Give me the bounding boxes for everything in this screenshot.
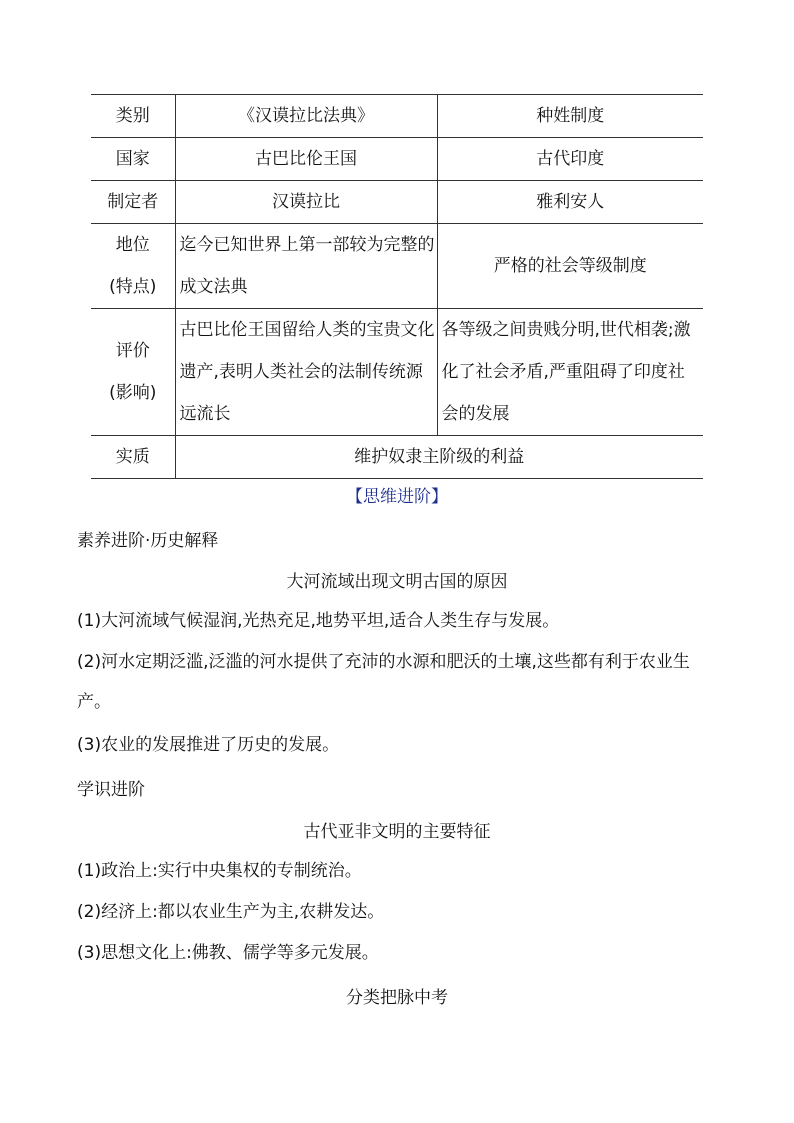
row-label	[91, 224, 175, 309]
cell-merged: 维护奴隶主阶级的利益	[175, 436, 703, 479]
cell-code: 汉谟拉比	[175, 181, 437, 224]
topic-title: 分类把脉中考	[346, 988, 448, 1008]
row-label-line2: (特点)	[109, 277, 157, 297]
list-item: (1)大河流域气候湿润,光热充足,地势平坦,适合人类生存与发展。	[77, 611, 560, 631]
cell-code: 《汉谟拉比法典》	[175, 95, 437, 138]
list-item: (3)思想文化上:佛教、儒学等多元发展。	[77, 943, 379, 963]
row-label-line1: 地位	[115, 235, 150, 255]
row-label: 制定者	[91, 181, 175, 224]
cell-caste: 古代印度	[437, 138, 703, 181]
subsection-title: 学识进阶	[77, 780, 145, 800]
list-item: (2)经济上:都以农业生产为主,农耕发达。	[77, 902, 385, 922]
comparison-table	[91, 94, 703, 479]
table-row	[91, 138, 703, 181]
row-label: 类别	[91, 95, 175, 138]
table-row	[91, 95, 703, 138]
row-label-line1: 评价	[115, 341, 150, 361]
row-label-line2: (影响)	[109, 383, 157, 403]
row-label: 国家	[91, 138, 175, 181]
table-row	[91, 181, 703, 224]
cell-code: 迄今已知世界上第一部较为完整的成文法典	[175, 224, 437, 309]
row-label: 实质	[91, 436, 175, 479]
list-item: (2)河水定期泛滥,泛滥的河水提供了充沛的水源和肥沃的土壤,这些都有利于农业生产。	[77, 652, 690, 712]
table-row	[91, 309, 703, 436]
list-item: (3)农业的发展推进了历史的发展。	[77, 735, 340, 755]
cell-caste: 严格的社会等级制度	[437, 224, 703, 309]
cell-caste: 种姓制度	[437, 95, 703, 138]
table-row	[91, 224, 703, 309]
cell-code: 古巴比伦王国	[175, 138, 437, 181]
table-row	[91, 436, 703, 479]
topic-title: 大河流域出现文明古国的原因	[286, 572, 508, 592]
section-heading: 【思维进阶】	[346, 487, 448, 507]
topic-title: 古代亚非文明的主要特征	[303, 822, 491, 842]
cell-caste: 各等级之间贵贱分明,世代相袭;激化了社会矛盾,严重阻碍了印度社会的发展	[437, 309, 703, 436]
cell-caste: 雅利安人	[437, 181, 703, 224]
cell-code: 古巴比伦王国留给人类的宝贵文化遗产,表明人类社会的法制传统源远流长	[175, 309, 437, 436]
row-label	[91, 309, 175, 436]
subsection-title: 素养进阶·历史解释	[77, 531, 219, 551]
list-item: (1)政治上:实行中央集权的专制统治。	[77, 861, 362, 881]
